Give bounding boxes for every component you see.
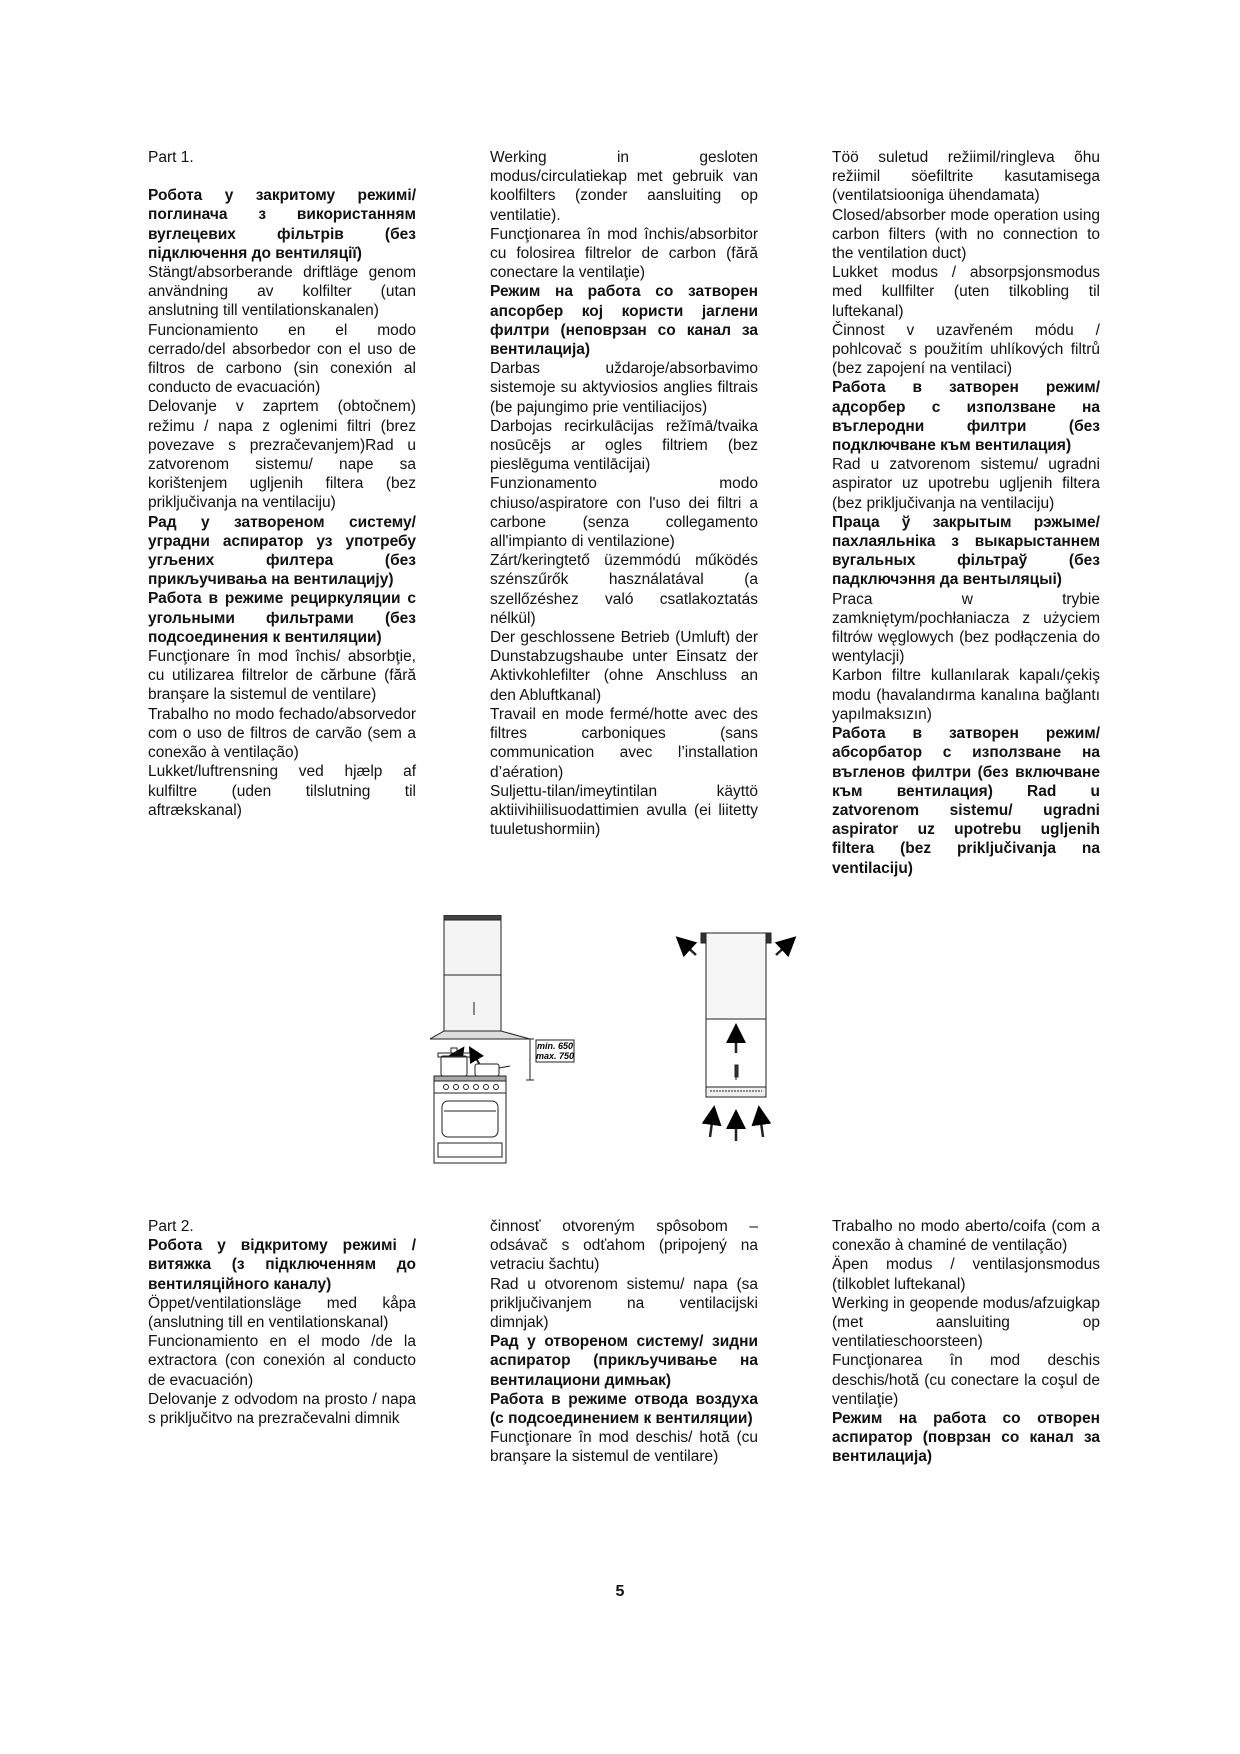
- paragraph: Funzionamento modo chiuso/aspiratore con l'uso dei filtri a carbone (senza collegamento all'impianto di ventilazione): [490, 475, 758, 551]
- paragraph: Рад у отвореном систему/ зидни аспиратор (прикључивање на вентилациони димњак): [490, 1333, 758, 1389]
- paragraph: Funcţionarea în mod deschis deschis/hotă (cu conectare la coşul de ventilaţie): [832, 1352, 1100, 1408]
- part1-column-2: [490, 148, 758, 839]
- paragraph: Funcţionare în mod închis/ absorbţie, cu utilizarea filtrelor de cărbune (fără branşare la sistemul de ventilare): [148, 648, 416, 704]
- paragraph: Werking in gesloten modus/circulatiekap met gebruik van koolfilters (zonder aansluiting op ventilatie).: [490, 149, 758, 224]
- paragraph: Funcionamiento en el modo cerrado/del absorbedor con el uso de filtros de carbono (sin conexión al conducto de evacuación): [148, 321, 416, 397]
- paragraph: Работа в затворен режим/адсорбер с използване на въглеродни филтри (без подключване към вентилация): [832, 379, 1100, 455]
- paragraph: Rad u zatvorenom sistemu/ ugradni aspirator uz upotrebu ugljenih filtera (bez priključivanja na ventilaciju): [832, 456, 1100, 512]
- paragraph: Delovanje v zaprtem (obtočnem) režimu / napa z oglenimi filtri (brez povezave s prezračevanjem)Rad u zatvorenom sistemu/ nape sa korištenjem ugljenih filtera (bez priključivanja na ventilaciju): [148, 398, 416, 512]
- paragraph: Funcţionarea în mod închis/absorbitor cu folosirea filtrelor de carbon (fără conectare la ventilaţie): [490, 225, 758, 282]
- hood-diagram: [430, 915, 810, 1200]
- paragraph: Работа в затворен режим/абсорбатор с използване на въгленов филтри (без включване към вентилация) Rad u zatvorenom sistemu/ ugradni aspirator uz upotrebu ugljenih filtera (bez priključivanja na ventilaciju): [832, 725, 1100, 877]
- paragraph: Stängt/absorberande driftläge genom användning av kolfilter (utan anslutning till ventilationskanalen): [148, 264, 416, 320]
- paragraph: Werking in geopende modus/afzuigkap (met aansluiting op ventilatieschoorsteen): [832, 1294, 1100, 1351]
- paragraph: Праца ў закрытым рэжыме/пахлаяльніка з выкарыстаннем вугальных фільтраў (без падключэння да вентыляцыі): [832, 513, 1100, 589]
- paragraph: Closed/absorber mode operation using carbon filters (with no connection to the ventilation duct): [832, 206, 1100, 263]
- paragraph: Äpen modus / ventilasjonsmodus (tilkoblet luftekanal): [832, 1256, 1100, 1293]
- paragraph: Funcionamiento en el modo /de la extractora (con conexión al conducto de evacuación): [148, 1333, 416, 1389]
- paragraph: Öppet/ventilationsläge med kåpa (anslutning till en ventilationskanal): [148, 1294, 416, 1332]
- paragraph: Der geschlossene Betrieb (Umluft) der Dunstabzugshaube unter Einsatz der Aktivkohlefilter (ohne Anschluss an den Abluftkanal): [490, 629, 758, 704]
- part1-column-1: [148, 148, 416, 820]
- part1-heading: Part 1.: [148, 149, 194, 166]
- paragraph: Lukket modus / absorpsjonsmodus med kullfilter (uten tilkobling til luftekanal): [832, 264, 1100, 320]
- paragraph: Lukket/luftrensning ved hjælp af kulfiltre (uden tilslutning til aftrækskanal): [148, 763, 416, 819]
- paragraph: Delovanje z odvodom na prosto / napa s priključitvo na prezračevalni dimnik: [148, 1390, 416, 1428]
- paragraph: Suljettu-tilan/imeytintilan käyttö aktiivihiilisuodattimien avulla (ei liitetty tuuletushormiin): [490, 782, 758, 839]
- paragraph: Karbon filtre kullanılarak kapalı/çekiş modu (havalandırma kanalına bağlantı yapılmaksızın): [832, 667, 1100, 723]
- part2-column-2: [490, 1217, 758, 1467]
- wall-hood-with-stove: [430, 915, 534, 1163]
- paragraph: činnosť otvoreným spôsobom – odsávač s odťahom (pripojený na vetraciu šachtu): [490, 1218, 758, 1274]
- paragraph: Работа в режиме отвода воздуха (с подсоединением к вентиляции): [490, 1390, 758, 1428]
- paragraph: Робота у закритому режимі/поглинача з використанням вуглецевих фільтрів (без підключення до вентиляції): [148, 187, 416, 262]
- part2-column-3: [832, 1217, 1100, 1467]
- part2-heading: Part 2.: [148, 1218, 194, 1235]
- paragraph: Darbojas recirkulācijas režīmā/tvaika nosūcējs ar ogles filtriem (bez pieslēguma ventilācijai): [490, 417, 758, 474]
- paragraph: Trabalho no modo fechado/absorvedor com o uso de filtros de carvão (sem a conexão à ventilação): [148, 705, 416, 762]
- paragraph: Činnost v uzavřeném módu / pohlcovač s použitím uhlíkových filtrů (bez zapojení na ventilaci): [832, 321, 1100, 378]
- paragraph: Робота у відкритому режимі /витяжка (з підключенням до вентиляційного каналу): [148, 1237, 416, 1293]
- paragraph: Töö suletud režiimil/ringleva õhu režiimil söefiltrite kasutamisega (ventilatsiooniga ühendamata): [832, 149, 1100, 205]
- paragraph: Darbas uždaroje/absorbavimo sistemoje su aktyviosios anglies filtrais (be pajungimo prie ventiliacijos): [490, 360, 758, 416]
- paragraph: Рад у затвореном систему/ уградни аспиратор уз употребу угљених филтера (без прикључивања на вентилацију): [148, 513, 416, 589]
- dimension-labels: [536, 1040, 574, 1062]
- paragraph: Trabalho no modo aberto/coifa (com a conexão à chaminé de ventilação): [832, 1218, 1100, 1255]
- paragraph: Funcţionare în mod deschis/ hotă (cu branşare la sistemul de ventilare): [490, 1429, 758, 1466]
- recirculating-hood: [683, 933, 789, 1141]
- paragraph: Travail en mode fermé/hotte avec des filtres carboniques (sans communication avec l’installation d’aération): [490, 705, 758, 781]
- paragraph: Praca w trybie zamkniętym/pochłaniacza z użyciem filtrów węglowych (bez podłączenia do wentylacji): [832, 590, 1100, 666]
- max-height-label: max. 750: [535, 1051, 575, 1061]
- min-height-label: min. 650: [536, 1041, 574, 1051]
- part1-column-3: [832, 148, 1100, 878]
- paragraph: Режим на работа со затворен апсорбер кој користи јаглени филтри (неповрзан со канал за вентилација): [490, 283, 758, 359]
- paragraph: Rad u otvorenom sistemu/ napa (sa priključivanjem na ventilacijski dimnjak): [490, 1275, 758, 1332]
- paragraph: Zárt/keringtető üzemmódú működés szénszűrők használatával (a szellőzéshez való csatlakoztatás nélkül): [490, 552, 758, 627]
- paragraph: Работа в режиме рециркуляции с угольными фильтрами (без подсоединения к вентиляции): [148, 590, 416, 646]
- paragraph: Режим на работа со отворен аспиратор (поврзан со канал за вентилација): [832, 1410, 1100, 1466]
- part2-column-1: [148, 1217, 416, 1428]
- page-number: 5: [615, 1583, 625, 1600]
